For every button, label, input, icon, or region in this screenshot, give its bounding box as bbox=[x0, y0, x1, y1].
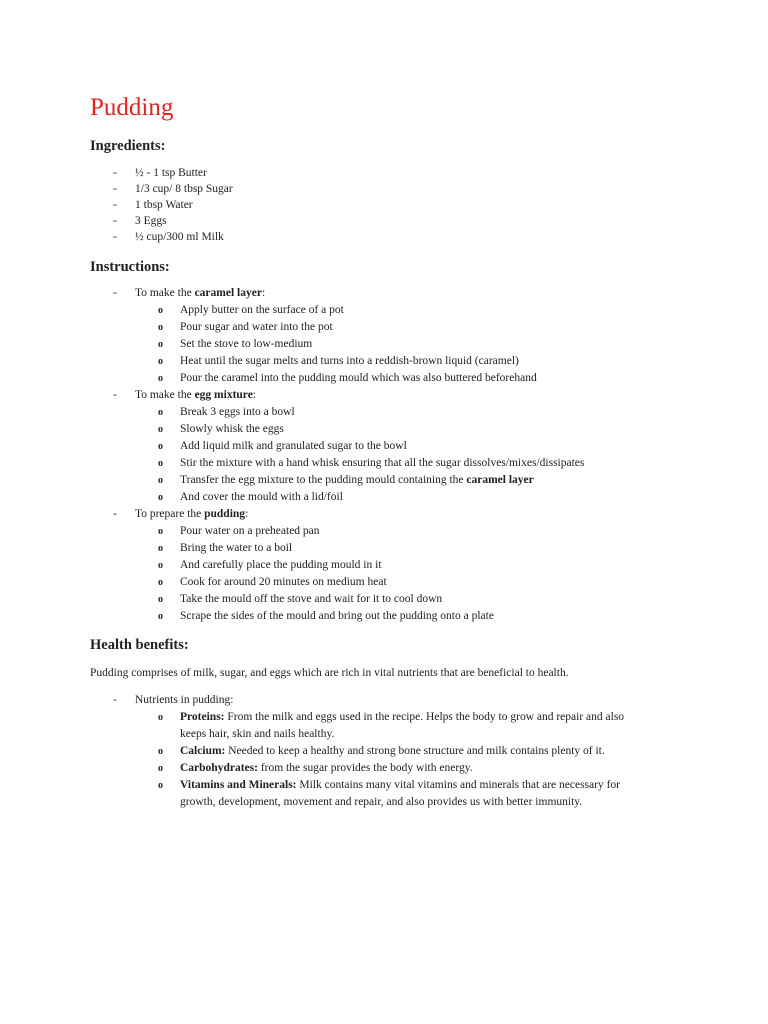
bullet-marker: o bbox=[158, 543, 163, 554]
pudding-step: And carefully place the pudding mould in it bbox=[180, 559, 382, 571]
caramel-step: Heat until the sugar melts and turns into a reddish-brown liquid (caramel) bbox=[180, 355, 519, 367]
nutrients-label: Nutrients in pudding: bbox=[135, 694, 234, 706]
dash-marker: - bbox=[113, 183, 117, 195]
pudding-step: Take the mould off the stove and wait for it to cool down bbox=[180, 593, 443, 605]
bullet-marker: o bbox=[158, 526, 163, 537]
dash-marker: - bbox=[113, 508, 117, 520]
page-title: Pudding bbox=[90, 94, 174, 121]
caramel-step: Pour sugar and water into the pot bbox=[180, 321, 333, 333]
egg-step: Add liquid milk and granulated sugar to the bowl bbox=[180, 440, 407, 452]
bullet-marker: o bbox=[158, 577, 163, 588]
bullet-marker: o bbox=[158, 424, 163, 435]
nutrient-vitamins-cont: growth, development, movement and repair, and also provides us with better immunity. bbox=[180, 796, 583, 808]
health-benefits-heading: Health benefits: bbox=[90, 637, 189, 653]
bullet-marker: o bbox=[158, 322, 163, 333]
egg-step: Break 3 eggs into a bowl bbox=[180, 406, 295, 418]
bullet-marker: o bbox=[158, 407, 163, 418]
pudding-step: Bring the water to a boil bbox=[180, 542, 293, 554]
egg-step: Slowly whisk the eggs bbox=[180, 423, 284, 435]
bullet-marker: o bbox=[158, 746, 163, 757]
nutrient-calcium: Calcium: Needed to keep a healthy and strong bone structure and milk contains plenty of it. bbox=[180, 745, 605, 757]
caramel-section-label: To make the caramel layer: bbox=[135, 287, 266, 299]
pudding-section-label: To prepare the pudding: bbox=[135, 508, 249, 520]
bullet-marker: o bbox=[158, 712, 163, 723]
bullet-marker: o bbox=[158, 373, 163, 384]
egg-step-transfer: Transfer the egg mixture to the pudding mould containing the caramel layer bbox=[180, 474, 534, 486]
bullet-marker: o bbox=[158, 492, 163, 503]
bullet-marker: o bbox=[158, 560, 163, 571]
dash-marker: - bbox=[113, 231, 117, 243]
instructions-heading: Instructions: bbox=[90, 259, 170, 275]
dash-marker: - bbox=[113, 694, 117, 706]
caramel-step: Pour the caramel into the pudding mould which was also buttered beforehand bbox=[180, 372, 537, 384]
pudding-step: Scrape the sides of the mould and bring out the pudding onto a plate bbox=[180, 610, 494, 622]
dash-marker: - bbox=[113, 215, 117, 227]
dash-marker: - bbox=[113, 389, 117, 401]
bullet-marker: o bbox=[158, 780, 163, 791]
bullet-marker: o bbox=[158, 458, 163, 469]
egg-step: Stir the mixture with a hand whisk ensuring that all the sugar dissolves/mixes/dissipates bbox=[180, 457, 585, 469]
ingredients-heading: Ingredients: bbox=[90, 138, 166, 154]
dash-marker: - bbox=[113, 199, 117, 211]
nutrient-vitamins: Vitamins and Minerals: Milk contains many vital vitamins and minerals that are necessary for bbox=[180, 779, 621, 791]
ingredient-item: 1 tbsp Water bbox=[135, 199, 193, 211]
caramel-step: Apply butter on the surface of a pot bbox=[180, 304, 344, 316]
bullet-marker: o bbox=[158, 339, 163, 350]
bullet-marker: o bbox=[158, 763, 163, 774]
bullet-marker: o bbox=[158, 594, 163, 605]
bullet-marker: o bbox=[158, 611, 163, 622]
egg-step: And cover the mould with a lid/foil bbox=[180, 491, 343, 503]
ingredient-item: ½ - 1 tsp Butter bbox=[135, 167, 207, 179]
health-intro: Pudding comprises of milk, sugar, and eggs which are rich in vital nutrients that are beneficial to health. bbox=[90, 667, 569, 679]
nutrient-carbohydrates: Carbohydrates: from the sugar provides the body with energy. bbox=[180, 762, 473, 774]
dash-marker: - bbox=[113, 287, 117, 299]
ingredient-item: 1/3 cup/ 8 tbsp Sugar bbox=[135, 183, 233, 195]
ingredient-item: 3 Eggs bbox=[135, 215, 167, 227]
pudding-step: Cook for around 20 minutes on medium heat bbox=[180, 576, 387, 588]
nutrient-proteins: Proteins: From the milk and eggs used in the recipe. Helps the body to grow and repair and also bbox=[180, 711, 625, 723]
ingredient-item: ½ cup/300 ml Milk bbox=[135, 231, 224, 243]
pudding-step: Pour water on a preheated pan bbox=[180, 525, 320, 537]
caramel-step: Set the stove to low-medium bbox=[180, 338, 313, 350]
bullet-marker: o bbox=[158, 441, 163, 452]
bullet-marker: o bbox=[158, 475, 163, 486]
nutrient-proteins-cont: keeps hair, skin and nails healthy. bbox=[180, 728, 335, 740]
bullet-marker: o bbox=[158, 305, 163, 316]
dash-marker: - bbox=[113, 167, 117, 179]
bullet-marker: o bbox=[158, 356, 163, 367]
egg-section-label: To make the egg mixture: bbox=[135, 389, 256, 401]
